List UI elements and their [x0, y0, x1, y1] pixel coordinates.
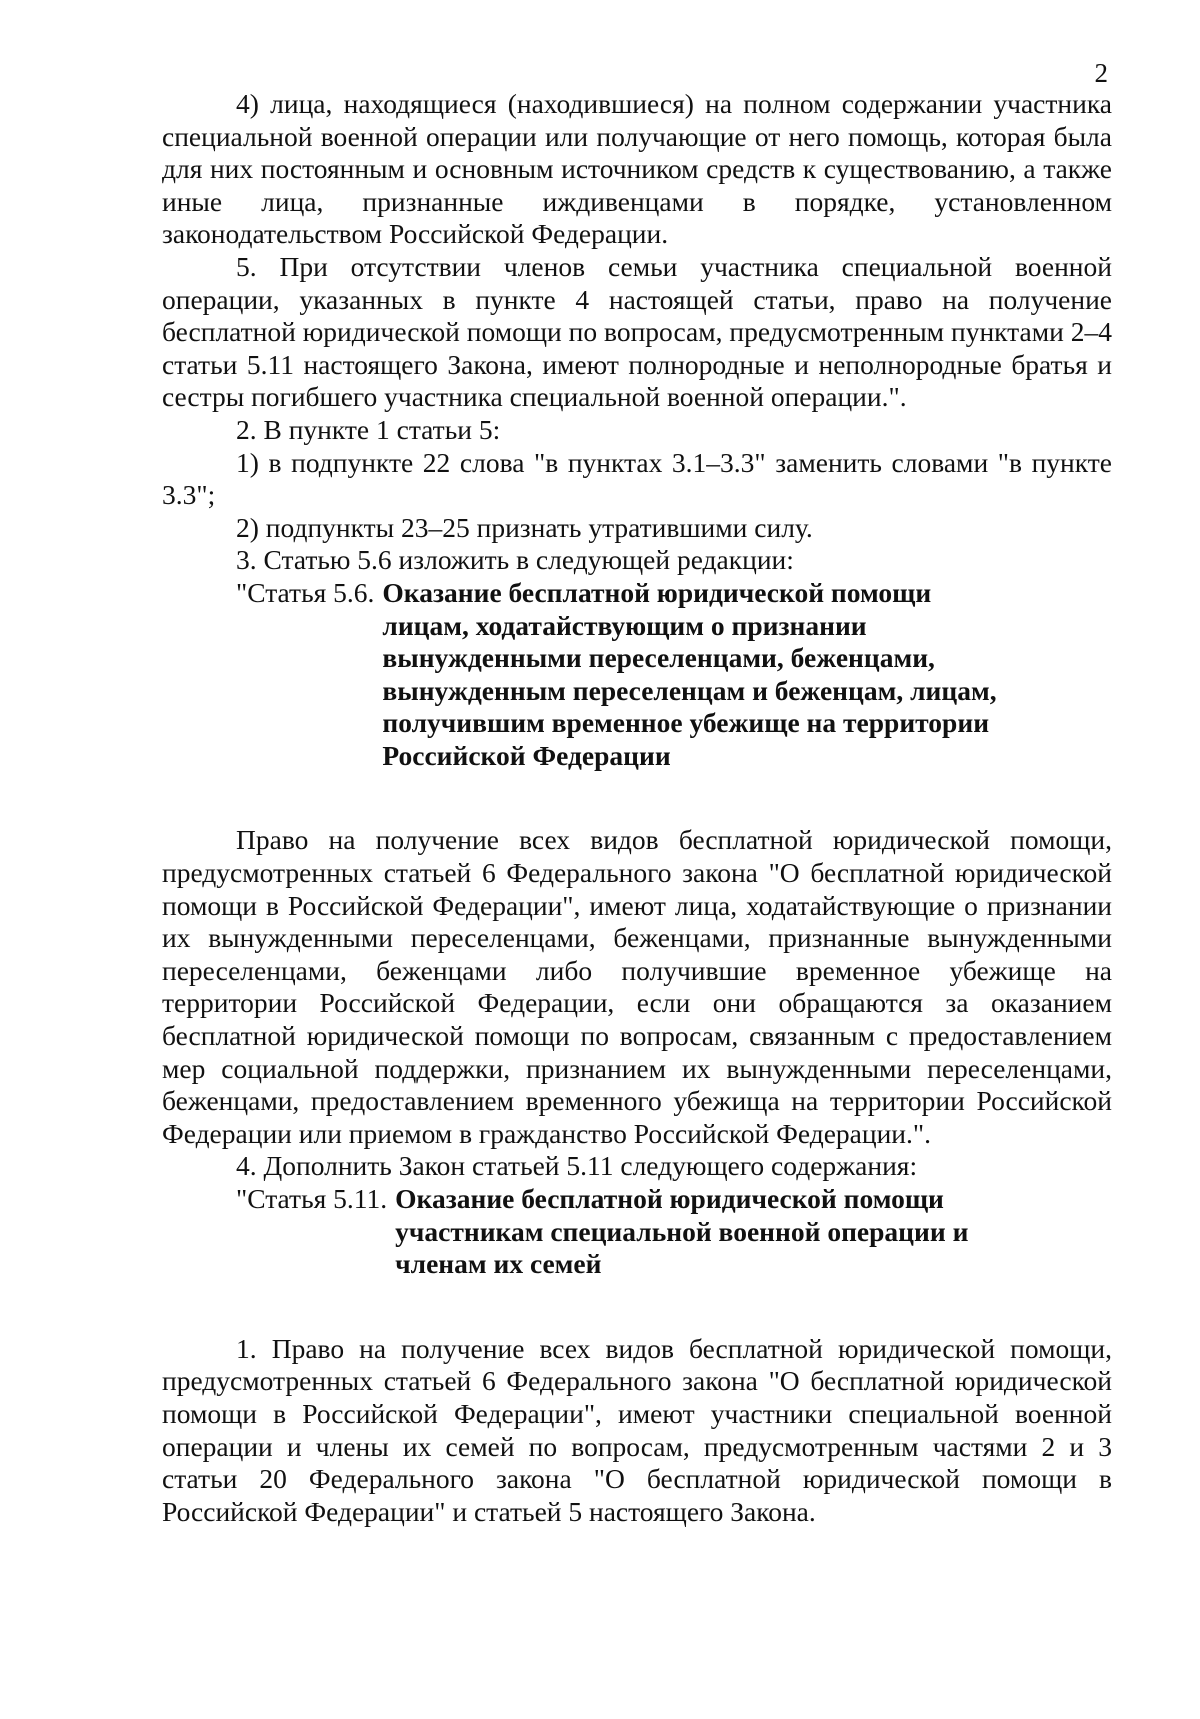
- article-5-11-title: Оказание бесплатной юридической помощи участникам специальной военной операции и членам их семей: [395, 1183, 969, 1280]
- paragraph-amend-article-5: 2. В пункте 1 статьи 5:: [236, 413, 501, 445]
- paragraph-item-4-dependents: 4) лица, находящиеся (находившиеся) на полном содержании участника специальной военной операции или получающие от него помощь, которая была для них постоянным и основным источником средств к существованию, а также иные лица, признанные иждивенцами в порядке, установленном законодательством Российской Федерации.: [162, 88, 1112, 250]
- article-5-6-title: Оказание бесплатной юридической помощи лицам, ходатайствующим о признании вынужденными переселенцами, беженцами, вынужденным переселенцам и беженцам, лицам, получившим временное убежище на территории Российской Федерации: [382, 576, 997, 771]
- document-body: [162, 88, 1112, 1528]
- paragraph-subitems-23-25: 2) подпункты 23–25 признать утратившими силу.: [236, 511, 813, 543]
- article-5-11-body: 1. Право на получение всех видов бесплатной юридической помощи, предусмотренных статьей 6 Федерального закона "О бесплатной юридической помощи в Российской Федерации", имеют участники специальной военной операции и члены их семей по вопросам, предусмотренным частями 2 и 3 статьи 20 Федерального закона "О бесплатной юридической помощи в Российской Федерации" и статьей 5 настоящего Закона.: [162, 1332, 1112, 1527]
- article-5-6-heading: [236, 577, 1112, 773]
- page-number: 2: [1094, 58, 1108, 88]
- paragraph-subitem-22: 1) в подпункте 22 слова "в пунктах 3.1–3.3" заменить словами "в пункте 3.3";: [162, 446, 1112, 511]
- article-5-6-number: "Статья 5.6.: [236, 576, 375, 608]
- paragraph-amend-article-5-6: 3. Статью 5.6 изложить в следующей редакции:: [236, 544, 794, 576]
- article-5-11-number: "Статья 5.11.: [236, 1183, 388, 1214]
- paragraph-item-5-siblings: 5. При отсутствии членов семьи участника специальной военной операции, указанных в пункте 4 настоящей статьи, право на получение бесплатной юридической помощи по вопросам, предусмотренным пунктами 2–4 статьи 5.11 настоящего Закона, имеют полнородные и неполнородные братья и сестры погибшего участника специальной военной операции.".: [162, 250, 1112, 413]
- article-5-11-heading: [236, 1183, 1112, 1281]
- article-5-6-body: Право на получение всех видов бесплатной юридической помощи, предусмотренных статьей 6 Федерального закона "О бесплатной юридической помощи в Российской Федерации", имеют лица, ходатайствующие о признании их вынужденными переселенцами, беженцами, признанные вынужденными переселенцами, беженцами либо получившие временное убежище на территории Российской Федерации, если они обращаются за оказанием бесплатной юридической помощи по вопросам, связанным с предоставлением мер социальной поддержки, признанием их вынужденными переселенцами, беженцами, предоставлением временного убежища на территории Российской Федерации или приемом в гражданство Российской Федерации.".: [162, 824, 1112, 1149]
- paragraph-add-article-5-11: 4. Дополнить Закон статьей 5.11 следующего содержания:: [236, 1150, 918, 1182]
